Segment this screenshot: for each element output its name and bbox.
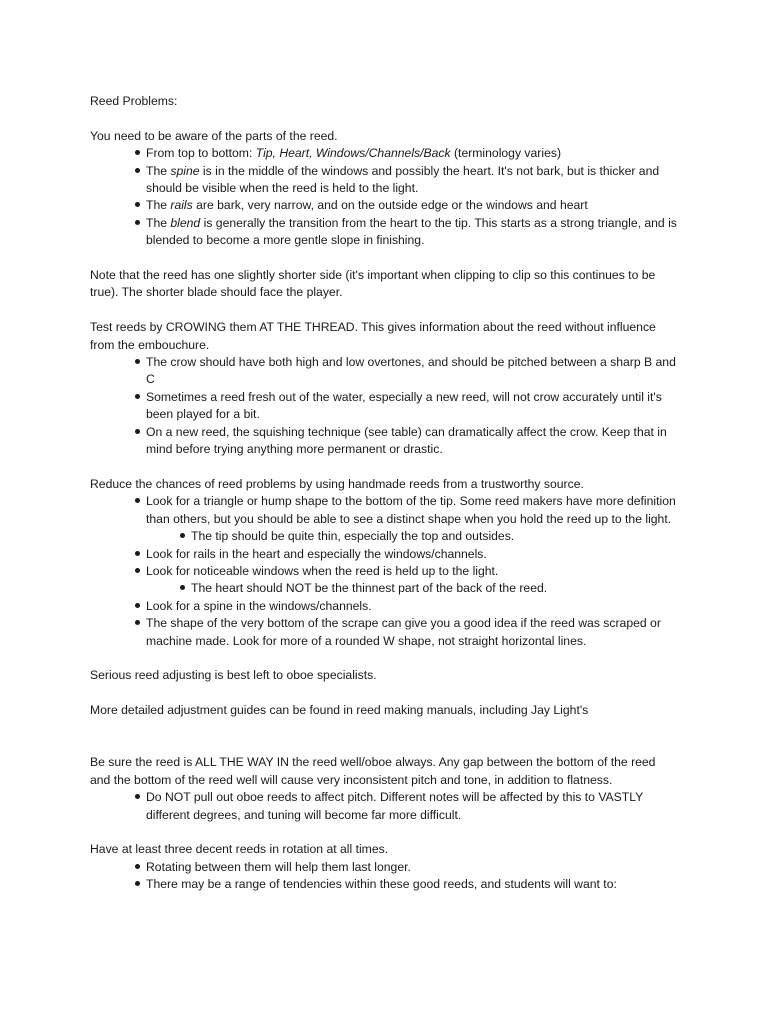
detailed-guides-note: More detailed adjustment guides can be found in reed making manuals, including Jay Light's xyxy=(90,703,589,718)
sub-list-item: The heart should NOT be the thinnest part of the back of the reed. xyxy=(90,580,678,597)
list-item: Look for a triangle or hump shape to the bottom of the tip. Some reed makers have more definition than others, but you should be able to see a distinct shape when you hold the reed up to the light. xyxy=(90,493,678,528)
list-item: On a new reed, the squishing technique (see table) can dramatically affect the crow. Keep that in mind before trying anything more permanent or drastic. xyxy=(90,424,678,459)
list-item: Look for rails in the heart and especially the windows/channels. xyxy=(90,546,678,563)
list-item: Look for noticeable windows when the reed is held up to the light. xyxy=(90,563,678,580)
list-item: From top to bottom: Tip, Heart, Windows/Channels/Back (terminology varies) xyxy=(90,145,678,162)
list-item: Look for a spine in the windows/channels. xyxy=(90,598,678,615)
rotation-list xyxy=(90,859,678,894)
reduce-intro: Reduce the chances of reed problems by using handmade reeds from a trustworthy source. xyxy=(90,476,584,491)
crowing-intro: Test reeds by CROWING them AT THE THREAD. This gives information about the reed without influence from the embouchure. xyxy=(90,320,656,352)
sub-list-item: The tip should be quite thin, especially the top and outsides. xyxy=(90,528,678,545)
list-item: The blend is generally the transition from the heart to the tip. This starts as a strong triangle, and is blended to become a more gentle slope in finishing. xyxy=(90,215,678,250)
list-item: The shape of the very bottom of the scrape can give you a good idea if the reed was scraped or machine made. Look for more of a rounded W shape, not straight horizontal lines. xyxy=(90,615,678,650)
shorter-side-note: Note that the reed has one slightly shorter side (it's important when clipping to clip so this continues to be true). The shorter blade should face the player. xyxy=(90,268,656,300)
parts-intro: You need to be aware of the parts of the reed. xyxy=(90,128,338,143)
parts-list xyxy=(90,145,678,249)
list-item: The rails are bark, very narrow, and on the outside edge or the windows and heart xyxy=(90,197,678,214)
list-item: Rotating between them will help them last longer. xyxy=(90,859,678,876)
list-item: The crow should have both high and low overtones, and should be pitched between a sharp B and C xyxy=(90,354,678,389)
reed-well-list xyxy=(90,789,678,824)
document-title: Reed Problems: xyxy=(90,94,178,108)
rotation-intro: Have at least three decent reeds in rotation at all times. xyxy=(90,842,389,857)
list-item: There may be a range of tendencies within these good reeds, and students will want to: xyxy=(90,876,678,893)
reduce-list xyxy=(90,493,678,650)
list-item: Do NOT pull out oboe reeds to affect pitch. Different notes will be affected by this to VASTLY different degrees, and tuning will become far more difficult. xyxy=(90,789,678,824)
reed-well-intro: Be sure the reed is ALL THE WAY IN the reed well/oboe always. Any gap between the bottom of the reed and the bottom of the reed well will cause very inconsistent pitch and tone, in addition to flatness. xyxy=(90,755,656,787)
crowing-list xyxy=(90,354,678,458)
list-item: Sometimes a reed fresh out of the water, especially a new reed, will not crow accurately until it's been played for a bit. xyxy=(90,389,678,424)
list-item: The spine is in the middle of the windows and possibly the heart. It's not bark, but is thicker and should be visible when the reed is held to the light. xyxy=(90,163,678,198)
serious-adjusting-note: Serious reed adjusting is best left to oboe specialists. xyxy=(90,668,377,683)
